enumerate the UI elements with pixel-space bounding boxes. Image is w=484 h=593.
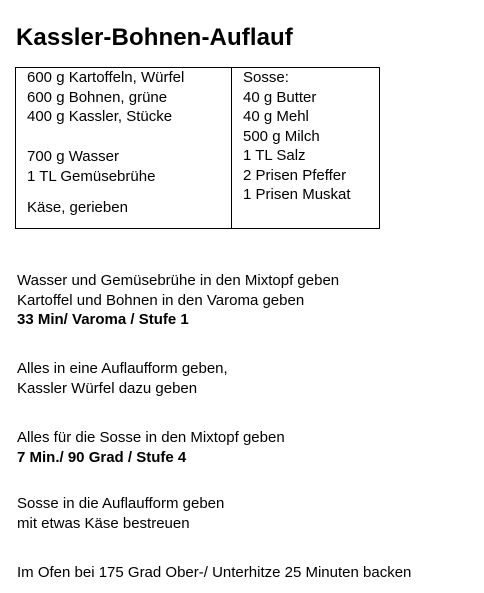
ingredients-table: [15, 67, 380, 229]
ingredient-item: 700 g Wasser: [27, 148, 119, 165]
step-text: Wasser und Gemüsebrühe in den Mixtopf geben: [17, 272, 340, 289]
instruction-step-3: [17, 428, 285, 467]
sauce-item: 2 Prisen Pfeffer: [243, 166, 347, 184]
step-text: Kartoffel und Bohnen in den Varoma geben: [17, 291, 305, 309]
step-text: Alles für die Sosse in den Mixtopf geben: [17, 429, 285, 446]
sauce-item: 1 Prisen Muskat: [243, 186, 351, 203]
ingredient-item: 1 TL Gemüsebrühe: [27, 167, 156, 185]
instruction-step-1: [17, 271, 339, 330]
step-setting: 33 Min/ Varoma / Stufe 1: [17, 311, 189, 328]
step-text: Kassler Würfel dazu geben: [17, 379, 198, 397]
sauce-item: 40 g Butter: [243, 88, 317, 106]
ingredient-item: Käse, gerieben: [27, 199, 128, 216]
step-text: Alles in eine Auflaufform geben,: [17, 360, 228, 377]
instruction-step-4: [17, 494, 224, 533]
ingredient-item: 600 g Kartoffeln, Würfel: [27, 69, 185, 86]
ingredient-item: 400 g Kassler, Stücke: [27, 108, 173, 125]
instruction-step-5: [17, 563, 411, 583]
ingredients-main-column: [16, 68, 232, 228]
sauce-heading: Sosse:: [243, 69, 289, 86]
ingredient-item: 600 g Bohnen, grüne: [27, 88, 168, 106]
ingredient-spacer: [27, 127, 231, 148]
step-text: Im Ofen bei 175 Grad Ober-/ Unterhitze 25 Minuten backen: [17, 564, 412, 581]
step-text: Sosse in die Auflaufform geben: [17, 495, 225, 512]
sauce-item: 1 TL Salz: [243, 147, 306, 164]
sauce-item: 500 g Milch: [243, 127, 320, 145]
ingredients-sauce-column: [232, 68, 379, 228]
recipe-title: Kassler-Bohnen-Auflauf: [16, 24, 293, 51]
sauce-item: 40 g Mehl: [243, 108, 309, 125]
ingredient-spacer: [27, 186, 231, 198]
instruction-step-2: [17, 359, 228, 398]
step-setting: 7 Min./ 90 Grad / Stufe 4: [17, 448, 187, 466]
step-text: mit etwas Käse bestreuen: [17, 514, 190, 532]
